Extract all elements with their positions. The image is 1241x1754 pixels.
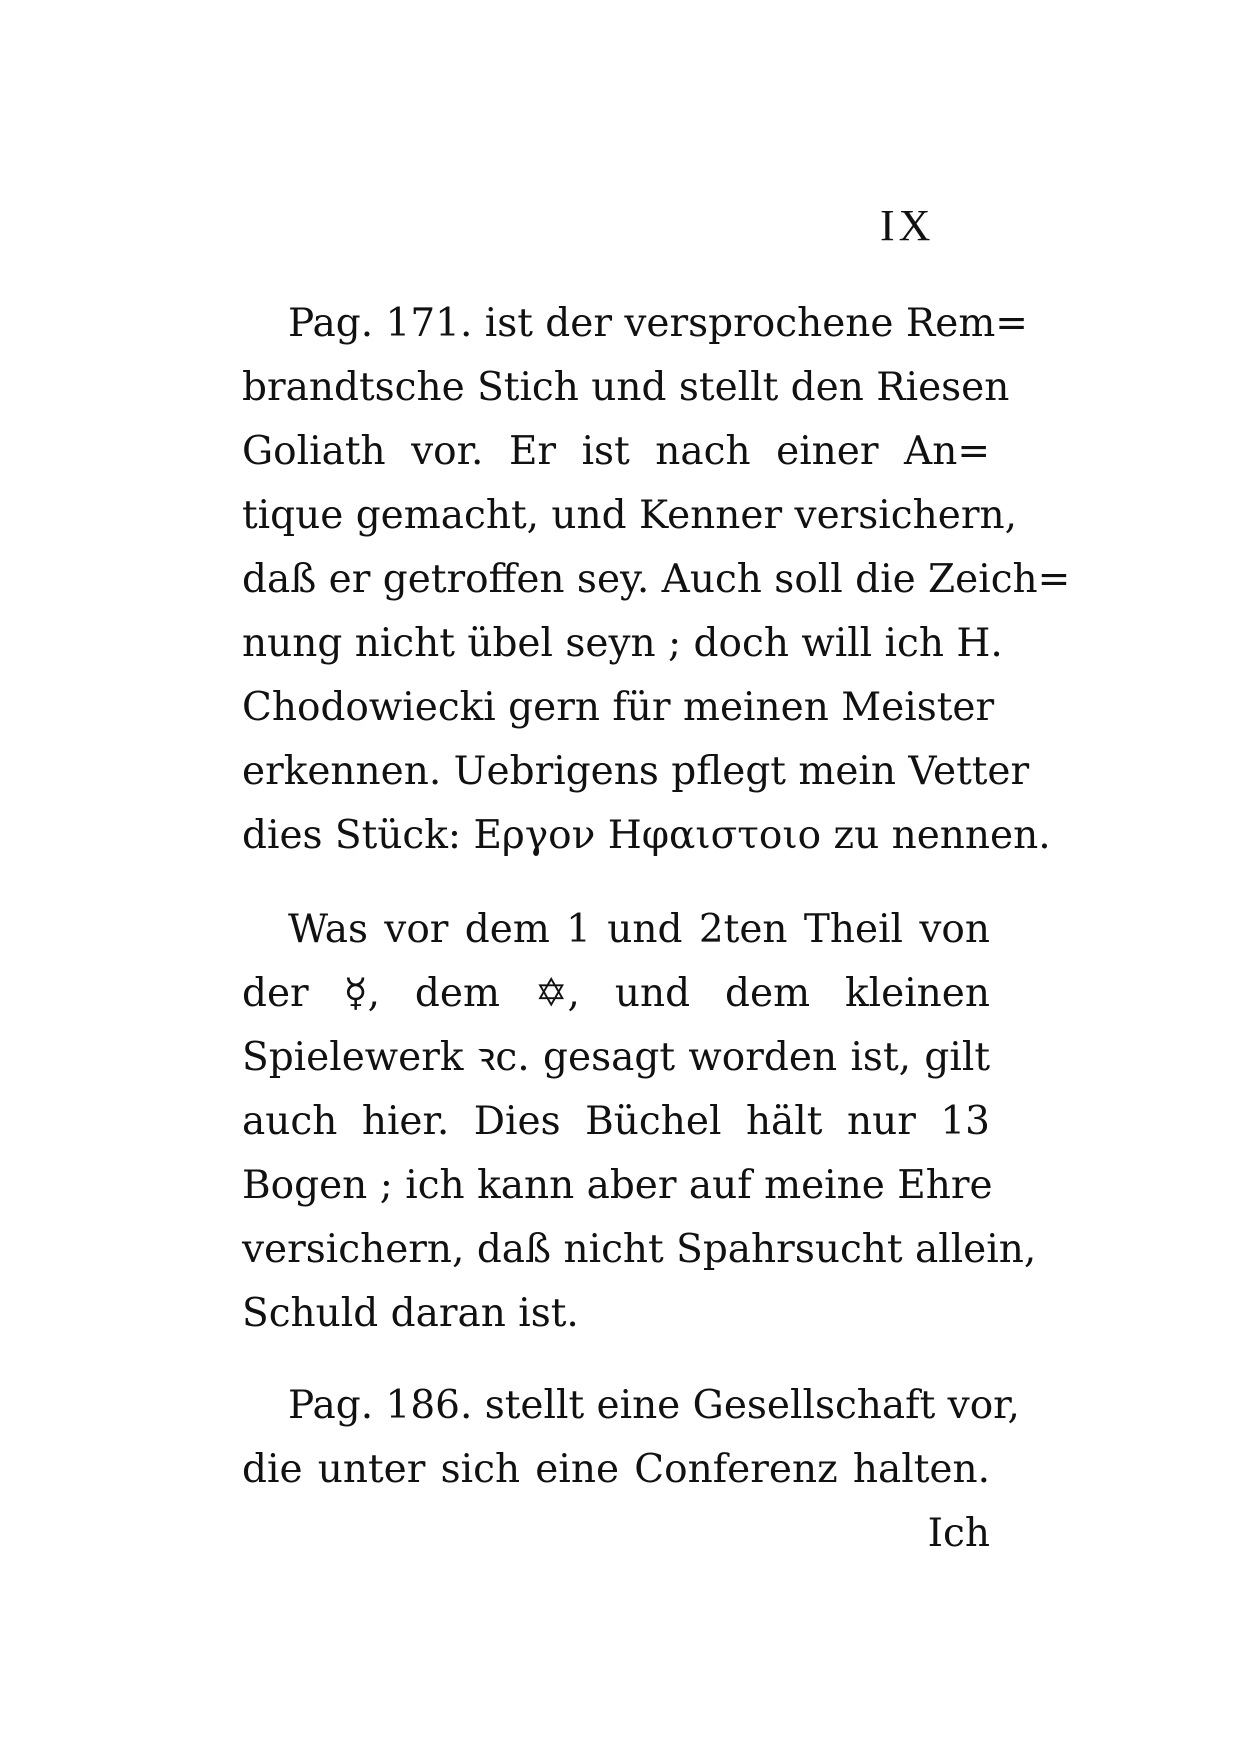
text-line: brandtsche Stich und stellt den Riesen bbox=[242, 365, 1010, 410]
text-line: Goliath vor. Er ist nach einer An= bbox=[242, 429, 990, 474]
text-line: dies Stück: Εργον Ηφαιστοιο zu nennen. bbox=[242, 813, 1051, 858]
text-line: erkennen. Uebrigens pflegt mein Vetter bbox=[242, 749, 1030, 794]
text-line: die unter sich eine Conferenz halten. bbox=[242, 1447, 990, 1492]
text-line: auch hier. Dies Büchel hält nur 13 bbox=[242, 1099, 990, 1144]
text-line: Schuld daran ist. bbox=[242, 1291, 579, 1336]
text-line: Spielewerk ꝛc. gesagt worden ist, gilt bbox=[242, 1035, 990, 1080]
text-line: tique gemacht, und Kenner versichern, bbox=[242, 493, 1017, 538]
text-line: Was vor dem 1 und 2ten Theil von bbox=[288, 907, 990, 952]
text-line: Chodowiecki gern für meinen Meister bbox=[242, 685, 995, 730]
text-line: Bogen ; ich kann aber auf meine Ehre bbox=[242, 1163, 993, 1208]
text-line: Pag. 171. ist der versprochene Rem= bbox=[288, 301, 1028, 346]
paragraph-pag-186 bbox=[242, 1374, 1020, 1566]
text-line: Pag. 186. stellt eine Gesellschaft vor, bbox=[288, 1383, 1020, 1428]
paragraph-pag-171 bbox=[242, 292, 1071, 868]
text-line: der ☿, dem ✡, und dem kleinen bbox=[242, 971, 990, 1016]
page-number: IX bbox=[880, 201, 935, 250]
text-line: nung nicht übel seyn ; doch will ich H. bbox=[242, 621, 1003, 666]
text-line: daß er getroffen sey. Auch soll die Zeich= bbox=[242, 557, 1071, 602]
text-line: versichern, daß nicht Spahrsucht allein, bbox=[242, 1227, 1037, 1272]
catchword: Ich bbox=[927, 1511, 990, 1556]
paragraph-theil bbox=[242, 898, 1037, 1346]
